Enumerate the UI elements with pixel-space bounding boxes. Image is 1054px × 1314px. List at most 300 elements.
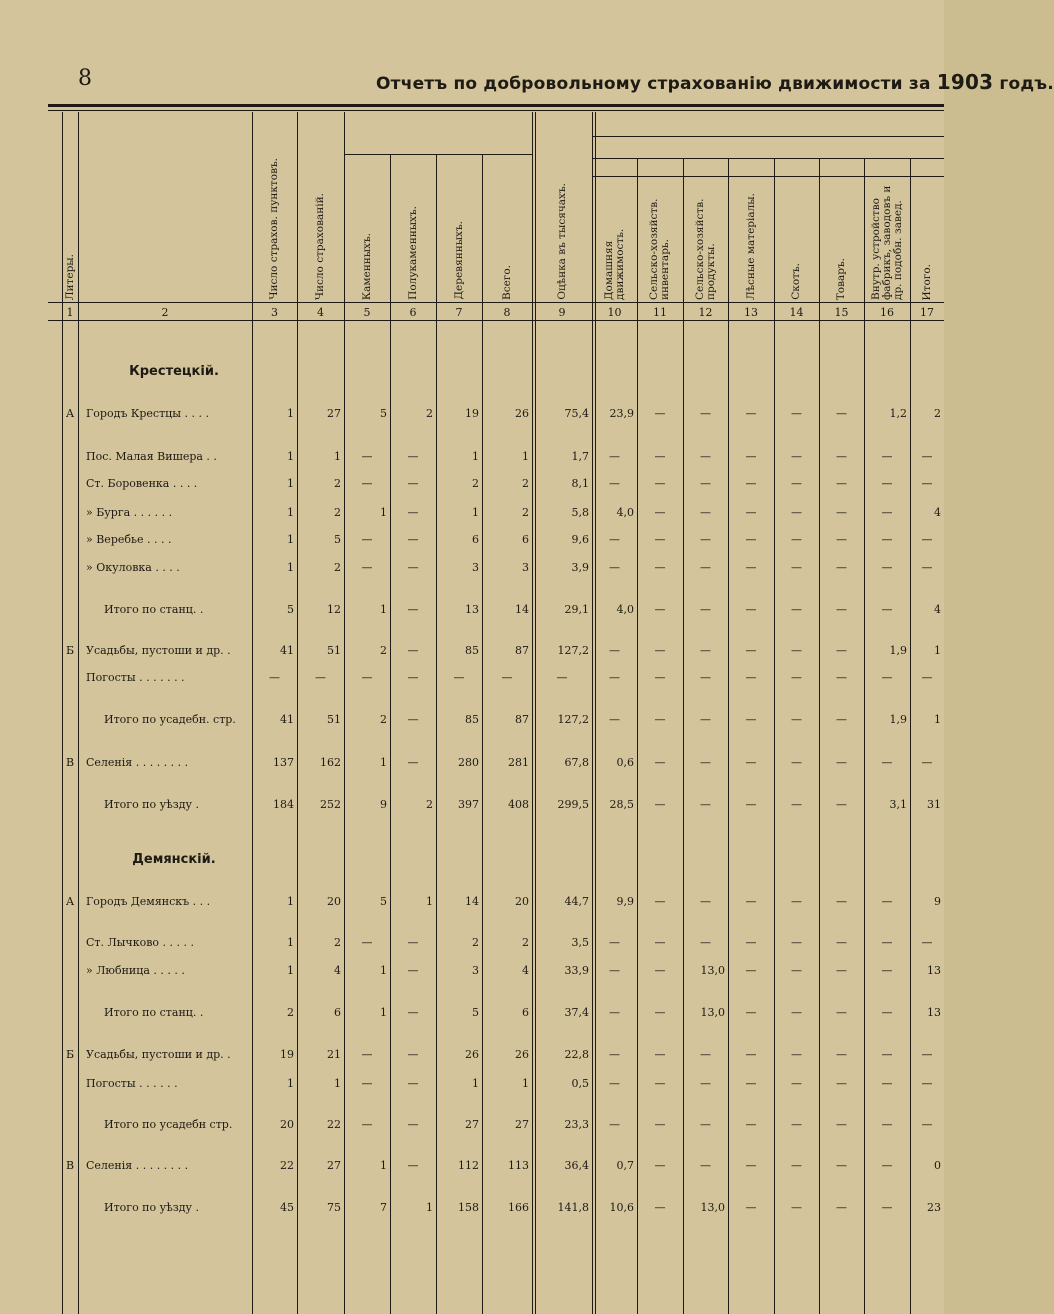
table-cell: 1 (380, 1159, 387, 1172)
column-number: 4 (317, 306, 324, 319)
table-cell: — (654, 671, 666, 684)
table-cell: — (609, 561, 620, 574)
table-cell: — (836, 1159, 847, 1172)
table-cell: 1 (287, 561, 294, 574)
table-cell: 1 (287, 407, 294, 420)
table-cell: 141,8 (557, 1201, 589, 1214)
table-cell: — (921, 477, 933, 490)
table-cell: — (609, 713, 620, 726)
table-cell: 67,8 (564, 756, 589, 769)
table-cell: — (654, 756, 666, 769)
row-label: Городъ Демянскъ . . . (86, 895, 211, 908)
column-header-label: Число страхованій. (314, 192, 326, 300)
table-cell: 1 (380, 1006, 387, 1019)
table-cell: — (407, 477, 419, 490)
table-cell: — (361, 477, 373, 490)
table-cell: — (836, 895, 847, 908)
table-cell: 75 (327, 1201, 341, 1214)
table-cell: — (745, 936, 757, 949)
table-cell: — (745, 1201, 757, 1214)
table-cell: 2 (522, 936, 529, 949)
table-cell: — (836, 506, 847, 519)
table-cell: — (881, 1118, 893, 1131)
table-cell: 3 (472, 964, 479, 977)
row-label: Усадьбы, пустоши и др. . (86, 1048, 231, 1061)
column-line (864, 158, 865, 1314)
row-total-label: Итого по станц. . (104, 603, 204, 616)
table-cell: — (836, 477, 847, 490)
table-cell: — (921, 450, 933, 463)
column-header-label: Скотъ. (790, 263, 802, 300)
header-line-group (592, 158, 944, 159)
column-number: 5 (363, 306, 371, 319)
row-label: » Бурга . . . . . . (86, 506, 173, 519)
row-letter: А (65, 895, 75, 908)
column-number: 8 (503, 306, 511, 319)
table-cell: — (836, 1077, 847, 1090)
table-cell: 1 (380, 756, 387, 769)
table-cell: 9,9 (616, 895, 634, 908)
column-header-label: Литеры. (63, 253, 76, 300)
table-cell: — (745, 407, 757, 420)
table-cell: — (791, 936, 802, 949)
table-cell: 14 (515, 603, 529, 616)
table-cell: — (745, 1159, 757, 1172)
column-header-label: Каменныхъ. (360, 232, 373, 300)
table-cell: — (791, 1118, 802, 1131)
table-cell: — (654, 533, 666, 546)
table-cell: — (556, 671, 568, 684)
column-line (637, 158, 638, 1314)
table-cell: 1 (287, 936, 294, 949)
table-cell: 1 (287, 1077, 294, 1090)
table-cell: — (407, 1006, 419, 1019)
table-cell: 2 (334, 477, 341, 490)
table-cell: 158 (458, 1201, 479, 1214)
table-cell: 13 (927, 964, 941, 977)
table-cell: 1 (522, 1077, 529, 1090)
table-cell: — (881, 533, 893, 546)
table-cell: 1,7 (571, 450, 589, 463)
table-cell: 3,5 (571, 936, 589, 949)
table-cell: 23,9 (609, 407, 634, 420)
table-cell: 4 (934, 506, 941, 519)
table-cell: — (791, 895, 802, 908)
table-cell: — (791, 477, 802, 490)
table-cell: 13 (465, 603, 479, 616)
row-total-label: Итого по усадебн. стр. (104, 713, 236, 726)
row-label: » Веребье . . . . (86, 533, 172, 546)
table-cell: 1 (472, 1077, 479, 1090)
column-line (390, 154, 391, 1314)
column-header-label: Лѣсные матеріалы. (744, 192, 757, 300)
table-cell: — (700, 671, 711, 684)
column-header-label: Итого. (920, 263, 933, 300)
table-cell: 1 (426, 1201, 433, 1214)
table-cell: — (654, 450, 666, 463)
table-cell: 20 (327, 895, 341, 908)
table-cell: 112 (458, 1159, 479, 1172)
table-cell: — (269, 671, 280, 684)
table-cell: — (407, 506, 419, 519)
table-cell: — (745, 1077, 757, 1090)
column-header-label: Домашняя движимость. (602, 228, 626, 300)
table-cell: 8,1 (571, 477, 589, 490)
table-cell: — (881, 603, 893, 616)
column-header (820, 178, 863, 300)
table-cell: 2 (380, 713, 387, 726)
table-cell: 5 (380, 895, 387, 908)
table-cell: — (407, 713, 419, 726)
column-header (437, 156, 481, 300)
table-cell: 5 (287, 603, 294, 616)
table-cell: — (700, 450, 711, 463)
table-cell: 27 (515, 1118, 529, 1131)
row-label: » Любница . . . . . (86, 964, 185, 977)
column-line (683, 158, 684, 1314)
table-cell: — (745, 964, 757, 977)
table-cell: 27 (327, 407, 341, 420)
table-cell: — (609, 533, 620, 546)
column-number: 11 (653, 306, 667, 319)
table-cell: — (791, 1159, 802, 1172)
table-cell: — (791, 713, 802, 726)
table-cell: 6 (334, 1006, 341, 1019)
row-label: Ст. Лычково . . . . . (86, 936, 194, 949)
table-cell: 6 (522, 533, 529, 546)
table-cell: 127,2 (557, 713, 589, 726)
column-number: 12 (698, 306, 713, 319)
table-cell: — (361, 671, 373, 684)
table-cell: — (791, 506, 802, 519)
table-cell: 13,0 (700, 1201, 725, 1214)
table-cell: — (745, 713, 757, 726)
table-cell: 162 (320, 756, 341, 769)
table-cell: — (791, 1077, 802, 1090)
column-header (684, 178, 727, 300)
table-cell: — (654, 895, 666, 908)
table-cell: 3,1 (889, 798, 907, 811)
column-number: 3 (271, 306, 278, 319)
table-cell: 5 (334, 533, 341, 546)
table-cell: — (361, 533, 373, 546)
table-cell: — (881, 1006, 893, 1019)
table-cell: 2 (334, 506, 341, 519)
table-cell: — (407, 936, 419, 949)
table-cell: — (700, 1118, 711, 1131)
table-cell: 51 (327, 644, 341, 657)
table-cell: — (881, 1201, 893, 1214)
table-cell: 1 (287, 506, 294, 519)
table-cell: 28,5 (609, 798, 634, 811)
table-cell: — (700, 1159, 711, 1172)
row-total-label: Итого по усадебн стр. (104, 1118, 233, 1131)
table-cell: — (836, 1006, 847, 1019)
table-cell: 13,0 (700, 964, 725, 977)
table-cell: — (836, 756, 847, 769)
row-label: Пос. Малая Вишера . . (86, 450, 217, 463)
table-cell: — (407, 533, 419, 546)
table-cell: 20 (280, 1118, 294, 1131)
table-cell: — (791, 644, 802, 657)
table-cell: 299,5 (557, 798, 589, 811)
column-number: 9 (558, 306, 566, 319)
table-cell: — (609, 964, 620, 977)
table-cell: — (836, 671, 847, 684)
table-cell: — (700, 936, 711, 949)
table-cell: 4 (934, 603, 941, 616)
column-number: 7 (455, 306, 463, 319)
table-cell: — (745, 644, 757, 657)
table-cell: 127,2 (557, 644, 589, 657)
table-cell: — (407, 561, 419, 574)
table-cell: — (836, 1118, 847, 1131)
header-line-group (592, 176, 944, 177)
row-letter: В (65, 756, 75, 769)
row-letter: Б (65, 1048, 75, 1061)
table-cell: — (921, 1048, 933, 1061)
title-year: 1903 (936, 70, 994, 94)
table-cell: — (881, 506, 893, 519)
table-cell: — (407, 450, 419, 463)
row-total-label: Итого по уѣзду . (104, 798, 199, 811)
table-cell: 0 (934, 1159, 941, 1172)
row-label: Селенія . . . . . . . . (86, 1159, 189, 1172)
column-number: 10 (607, 306, 622, 319)
table-cell: 22 (280, 1159, 294, 1172)
column-line (78, 112, 79, 1314)
row-letter: А (65, 407, 75, 420)
page-number: 8 (78, 66, 92, 91)
table-cell: 2 (426, 407, 433, 420)
table-cell: — (361, 450, 373, 463)
table-cell: 9,6 (571, 533, 589, 546)
header-line-group (344, 154, 532, 155)
table-cell: 23 (927, 1201, 941, 1214)
table-cell: — (836, 936, 847, 949)
table-cell: — (609, 1006, 620, 1019)
table-cell: 13 (927, 1006, 941, 1019)
table-cell: — (881, 450, 893, 463)
table-cell: — (791, 756, 802, 769)
table-cell: — (700, 895, 711, 908)
table-cell: — (700, 533, 711, 546)
table-cell: — (407, 964, 419, 977)
table-cell: — (407, 671, 419, 684)
table-cell: 281 (508, 756, 529, 769)
table-cell: 1 (287, 450, 294, 463)
column-line (774, 158, 775, 1314)
table-cell: — (654, 936, 666, 949)
table-cell: 1 (287, 533, 294, 546)
table-cell: — (791, 964, 802, 977)
table-cell: 19 (280, 1048, 294, 1061)
table-cell: 5,8 (571, 506, 589, 519)
table-cell: 20 (515, 895, 529, 908)
column-header (483, 156, 531, 300)
table-cell: — (700, 644, 711, 657)
table-cell: 4,0 (616, 506, 634, 519)
table-cell: 397 (458, 798, 479, 811)
table-cell: 26 (465, 1048, 479, 1061)
colnum-bottom-line (48, 320, 944, 321)
column-header-label: Товаръ. (835, 257, 847, 300)
table-cell: 3 (522, 561, 529, 574)
table-cell: — (921, 1118, 933, 1131)
row-letter: Б (65, 644, 75, 657)
column-header-label: Всего. (500, 265, 513, 300)
table-cell: 1 (426, 895, 433, 908)
table-cell: — (654, 1077, 666, 1090)
table-cell: 36,4 (564, 1159, 589, 1172)
table-cell: — (654, 603, 666, 616)
table-cell: — (921, 671, 933, 684)
table-cell: — (609, 644, 620, 657)
column-header-label: Оцѣнка въ тысячахъ. (555, 183, 568, 300)
table-cell: 1 (380, 506, 387, 519)
table-cell: — (407, 603, 419, 616)
table-cell: — (881, 671, 893, 684)
table-cell: 1 (287, 895, 294, 908)
table-cell: — (407, 1048, 419, 1061)
table-cell: — (361, 936, 373, 949)
table-cell: — (654, 477, 666, 490)
table-cell: 3,9 (571, 561, 589, 574)
table-cell: 27 (465, 1118, 479, 1131)
table-cell: 14 (465, 895, 479, 908)
column-line (482, 154, 483, 1314)
header-line-group (592, 136, 944, 137)
table-cell: 33,9 (564, 964, 589, 977)
table-cell: 29,1 (564, 603, 589, 616)
row-label: Усадьбы, пустоши и др. . (86, 644, 231, 657)
table-cell: 6 (472, 533, 479, 546)
column-header (729, 178, 773, 300)
row-label: » Окуловка . . . . (86, 561, 180, 574)
table-cell: — (791, 533, 802, 546)
table-cell: 2 (334, 936, 341, 949)
column-header-label: Число страхов. пунктовъ. (268, 158, 280, 300)
column-number: 2 (161, 306, 169, 319)
table-cell: 7 (380, 1201, 387, 1214)
table-cell: 280 (458, 756, 479, 769)
table-cell: 184 (273, 798, 294, 811)
table-cell: 2 (287, 1006, 294, 1019)
table-cell: 9 (934, 895, 941, 908)
table-cell: — (609, 1118, 620, 1131)
table-cell: 19 (465, 407, 479, 420)
table-cell: — (745, 533, 757, 546)
table-cell: 252 (320, 798, 341, 811)
table-cell: 41 (280, 644, 294, 657)
column-header (533, 114, 591, 300)
table-cell: — (745, 506, 757, 519)
column-line (436, 154, 437, 1314)
row-letter: В (65, 1159, 75, 1172)
table-cell: — (700, 1077, 711, 1090)
table-cell: 3 (472, 561, 479, 574)
table-cell: 51 (327, 713, 341, 726)
table-cell: 27 (327, 1159, 341, 1172)
table-cell: 1,9 (889, 644, 907, 657)
column-header (391, 156, 435, 300)
table-cell: — (654, 1201, 666, 1214)
table-cell: 22,8 (564, 1048, 589, 1061)
table-cell: — (407, 644, 419, 657)
table-cell: — (745, 895, 757, 908)
table-cell: — (881, 561, 893, 574)
table-cell: — (881, 1077, 893, 1090)
table-cell: 4,0 (616, 603, 634, 616)
table-cell: 1 (380, 964, 387, 977)
header-bottom-line (48, 302, 944, 303)
table-cell: — (836, 798, 847, 811)
table-cell: — (745, 798, 757, 811)
table-cell: 2 (934, 407, 941, 420)
table-cell: 113 (508, 1159, 529, 1172)
table-cell: 37,4 (564, 1006, 589, 1019)
column-header (63, 114, 77, 300)
table-cell: — (700, 798, 711, 811)
table-cell: 1 (934, 713, 941, 726)
row-label: Погосты . . . . . . (86, 1077, 178, 1090)
table-cell: — (609, 671, 620, 684)
table-cell: 1 (472, 450, 479, 463)
column-header (298, 114, 343, 300)
table-cell: — (881, 756, 893, 769)
table-cell: — (745, 1118, 757, 1131)
table-cell: — (745, 477, 757, 490)
table-cell: 1 (287, 477, 294, 490)
column-header (253, 114, 296, 300)
table-cell: — (836, 713, 847, 726)
table-cell: — (881, 895, 893, 908)
table-cell: 23,3 (564, 1118, 589, 1131)
table-cell: — (791, 561, 802, 574)
column-line (728, 158, 729, 1314)
top-rule-thin (48, 110, 944, 111)
table-cell: — (654, 1006, 666, 1019)
table-cell: 1 (287, 964, 294, 977)
table-cell: 5 (472, 1006, 479, 1019)
table-cell: 41 (280, 713, 294, 726)
table-cell: 26 (515, 407, 529, 420)
table-cell: — (654, 713, 666, 726)
column-header-label: Полукаменныхъ. (406, 206, 419, 300)
table-cell: — (921, 756, 933, 769)
table-cell: 2 (472, 936, 479, 949)
table-cell: — (791, 450, 802, 463)
column-number: 6 (409, 306, 417, 319)
table-cell: — (791, 1006, 802, 1019)
table-cell: — (700, 756, 711, 769)
row-label: Городъ Крестцы . . . . (86, 407, 209, 420)
table-cell: — (791, 407, 802, 420)
table-cell: — (609, 936, 620, 949)
row-label: Погосты . . . . . . . (86, 671, 185, 684)
table-cell: — (700, 603, 711, 616)
table-cell: — (791, 798, 802, 811)
table-cell: — (654, 964, 666, 977)
table-cell: 408 (508, 798, 529, 811)
table-cell: 0,5 (571, 1077, 589, 1090)
column-header (775, 178, 818, 300)
table-cell: — (361, 1048, 373, 1061)
table-cell: 0,7 (616, 1159, 634, 1172)
column-header-label: Деревянныхъ. (452, 221, 465, 300)
table-cell: 2 (522, 477, 529, 490)
table-cell: — (921, 533, 933, 546)
